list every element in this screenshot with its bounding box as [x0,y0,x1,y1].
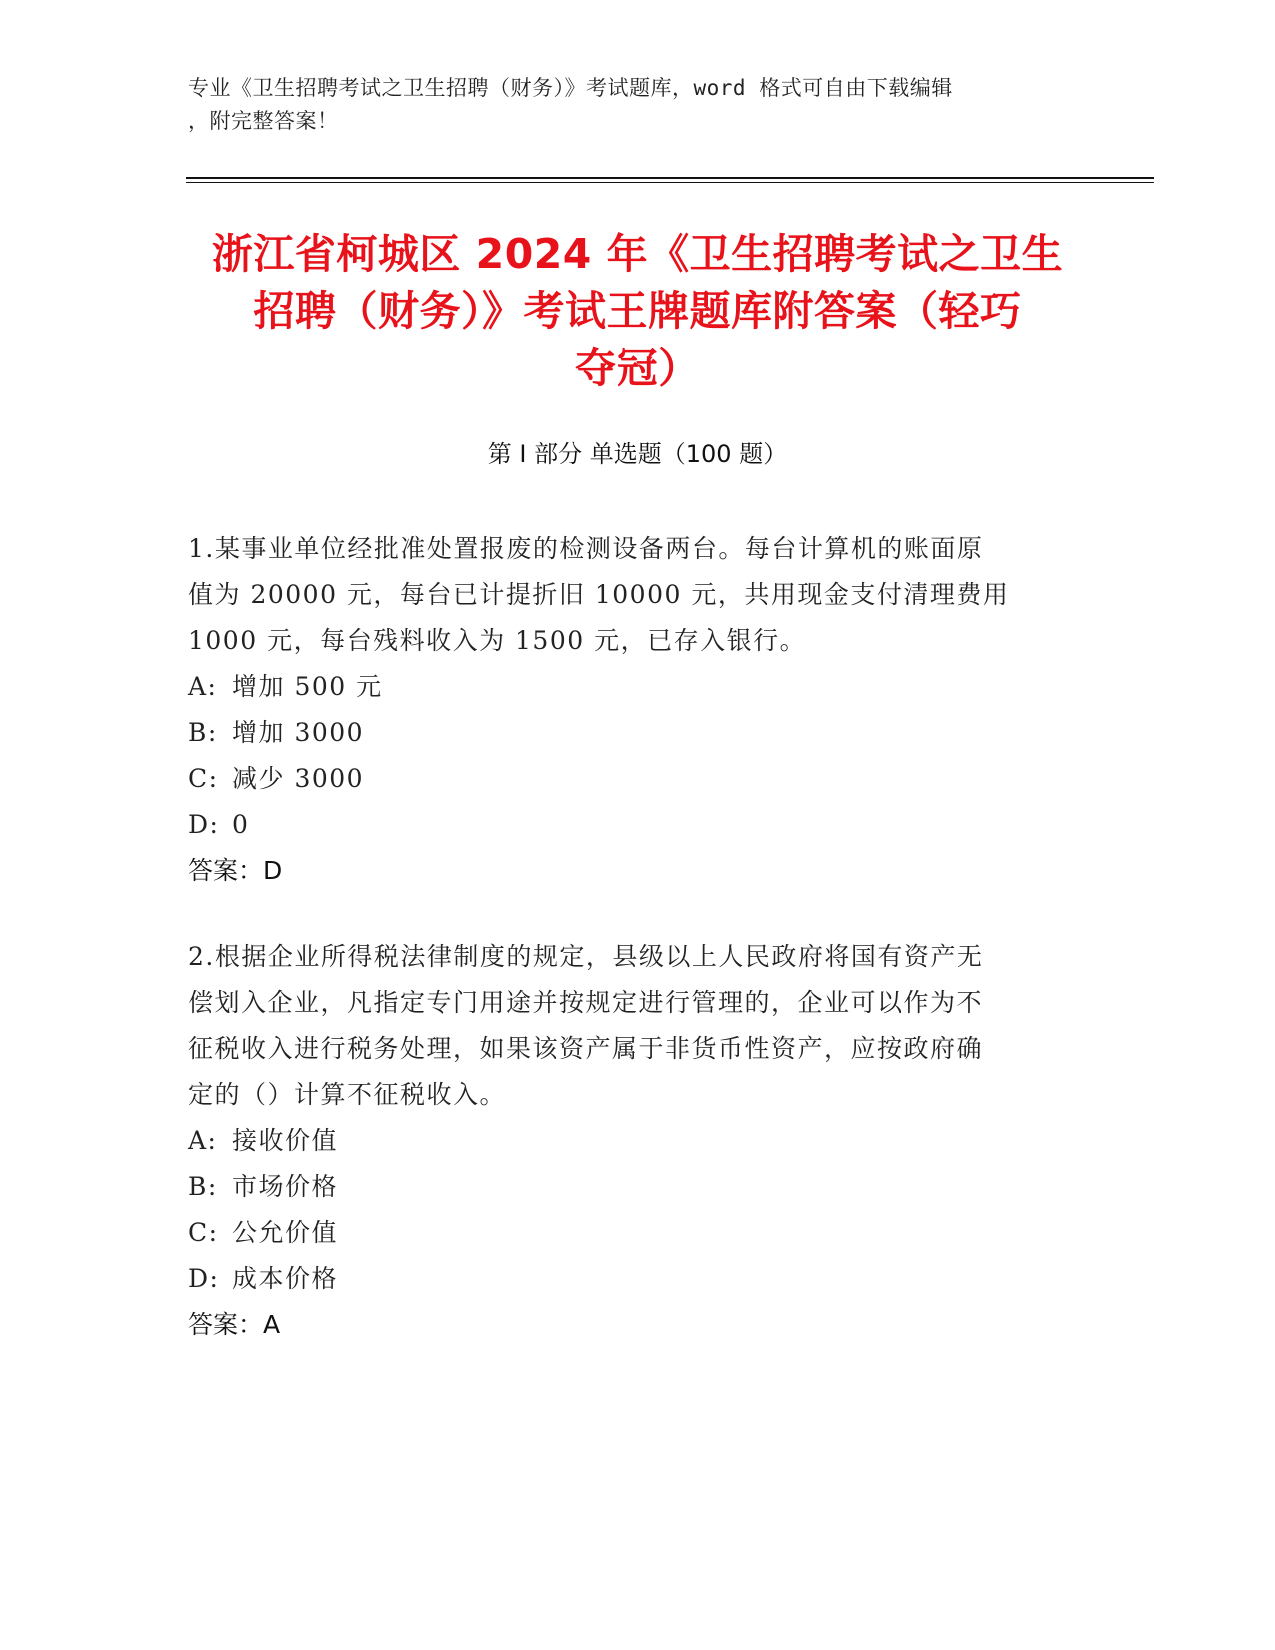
question-1 [188,526,1068,894]
option-key: A: [188,672,218,701]
option-b [188,710,1068,756]
option-text: 增加 500 元 [232,672,383,701]
option-key: C: [188,1218,219,1247]
option-key: A: [188,1126,218,1155]
option-b [188,1164,1068,1210]
option-key: B: [188,1172,218,1201]
header-divider [186,177,1154,179]
question-stem [188,526,1068,664]
header-note [188,72,1068,138]
document-title [170,226,1105,397]
header-note-line: 专业《卫生招聘考试之卫生招聘（财务）》考试题库，word 格式可自由下载编辑 [188,76,953,100]
option-d [188,802,1068,848]
question-stem-line: 定的（）计算不征税收入。 [188,1080,507,1109]
document-title-line: 招聘（财务）》考试王牌题库附答案（轻巧 [253,287,1022,335]
header-note-line: ，附完整答案！ [188,109,339,133]
answer-label: 答案：A [188,1310,281,1339]
question-stem [188,934,1068,1118]
option-text: 0 [232,810,250,839]
question-stem-line: 偿划入企业，凡指定专门用途并按规定进行管理的，企业可以作为不 [188,988,984,1017]
question-stem-line: 征税收入进行税务处理，如果该资产属于非货币性资产，应按政府确 [188,1034,984,1063]
option-key: C: [188,764,219,793]
option-text: 减少 3000 [232,764,365,793]
option-key: B: [188,718,218,747]
option-text: 成本价格 [232,1264,339,1293]
section-title: 第 I 部分 单选题（100 题） [487,440,788,468]
option-key: D: [188,810,220,839]
document-title-line: 夺冠） [575,344,700,392]
option-text: 接收价值 [232,1126,339,1155]
option-c [188,756,1068,802]
option-a [188,664,1068,710]
question-stem-line: 1000 元，每台残料收入为 1500 元，已存入银行。 [188,626,807,655]
option-text: 公允价值 [232,1218,339,1247]
option-key: D: [188,1264,220,1293]
option-text: 市场价格 [232,1172,339,1201]
option-text: 增加 3000 [232,718,365,747]
question-stem-line: 1.某事业单位经批准处置报废的检测设备两台。每台计算机的账面原 [188,534,984,563]
question-stem-line: 值为 20000 元，每台已计提折旧 10000 元，共用现金支付清理费用 [188,580,1010,609]
document-title-line: 浙江省柯城区 2024 年《卫生招聘考试之卫生 [211,230,1064,278]
question-stem-line: 2.根据企业所得税法律制度的规定，县级以上人民政府将国有资产无 [188,942,984,971]
question-2 [188,934,1068,1348]
option-c [188,1210,1068,1256]
option-a [188,1118,1068,1164]
answer-label: 答案：D [188,856,283,885]
option-d [188,1256,1068,1302]
header-divider-thin [186,182,1154,183]
